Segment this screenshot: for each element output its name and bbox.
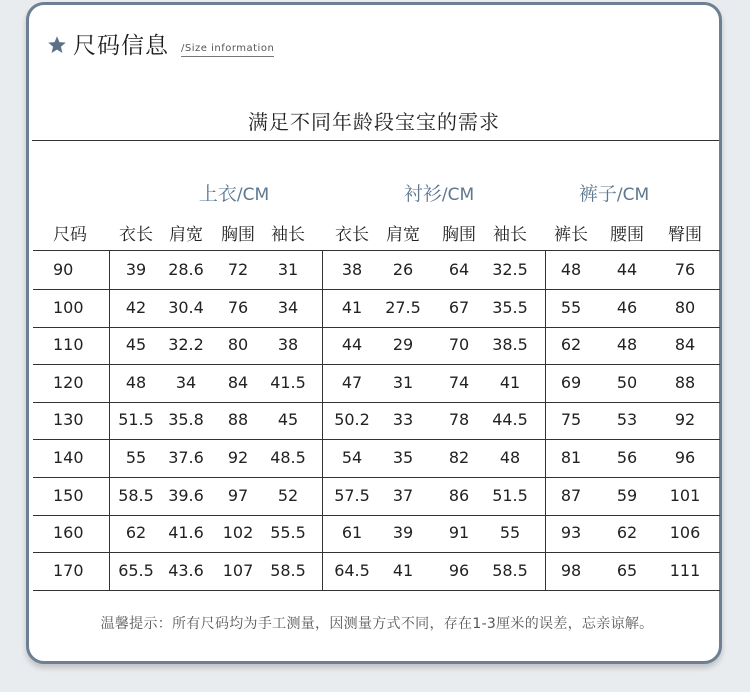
star-icon: [47, 35, 67, 55]
measurement-note: 温馨提示：所有尺码均为手工测量，因测量方式不同，存在1-3厘米的误差，忘亲谅解。: [100, 616, 654, 632]
column-header: 衣长: [335, 225, 369, 245]
column-header: 衣长: [119, 225, 153, 245]
size-cell: 160: [53, 523, 84, 543]
measurement-cell: 58.5: [118, 485, 154, 505]
column-divider: [545, 251, 546, 590]
measurement-cell: 37.6: [168, 448, 204, 467]
measurement-cell: 41.5: [270, 372, 306, 392]
column-divider: [109, 251, 110, 590]
column-header: 裤长: [554, 225, 588, 245]
size-table: [33, 250, 720, 590]
measurement-cell: 88: [674, 372, 696, 392]
size-cell: 150: [53, 485, 84, 505]
measurement-cell: 96: [448, 560, 470, 580]
measurement-cell: 39: [392, 523, 414, 543]
group-unit: /CM: [236, 185, 270, 205]
size-cell: 170: [53, 560, 84, 580]
measurement-cell: 111: [669, 560, 701, 580]
size-cell: 100: [53, 297, 84, 317]
measurement-cell: 58.5: [270, 560, 306, 580]
measurement-cell: 43.6: [168, 560, 204, 580]
measurement-cell: 98: [560, 560, 582, 580]
group-unit: /CM: [616, 185, 650, 205]
measurement-cell: 31: [392, 372, 414, 392]
measurement-cell: 88: [227, 410, 249, 430]
column-header: 胸围: [221, 225, 255, 245]
measurement-cell: 44: [341, 335, 363, 355]
column-divider: [322, 251, 323, 590]
measurement-cell: 38: [341, 260, 363, 279]
measurement-cell: 78: [448, 410, 470, 430]
measurement-cell: 93: [560, 523, 582, 543]
measurement-cell: 67: [448, 297, 470, 317]
measurement-cell: 81: [560, 448, 582, 467]
measurement-cell: 59: [616, 485, 638, 505]
table-row: [33, 251, 720, 290]
measurement-cell: 54: [341, 448, 363, 467]
measurement-cell: 76: [227, 297, 249, 317]
measurement-cell: 45: [125, 335, 147, 355]
measurement-cell: 92: [674, 410, 696, 430]
measurement-cell: 64: [448, 260, 470, 279]
group-label: 衬衫: [403, 183, 442, 205]
page-subtitle: /Size information: [181, 43, 274, 57]
table-row: [33, 326, 720, 365]
measurement-cell: 48.5: [270, 448, 306, 467]
group-pants: [554, 179, 674, 206]
column-header: 袖长: [271, 225, 305, 245]
measurement-cell: 41: [392, 560, 414, 580]
measurement-cell: 48: [616, 335, 638, 355]
measurement-cell: 62: [560, 335, 582, 355]
measurement-cell: 84: [674, 335, 696, 355]
group-label: 裤子: [578, 183, 617, 205]
measurement-cell: 97: [227, 485, 249, 505]
measurement-cell: 33: [392, 410, 414, 430]
measurement-cell: 80: [674, 297, 696, 317]
column-header: 肩宽: [169, 225, 203, 245]
column-header: 袖长: [493, 225, 527, 245]
measurement-cell: 42: [125, 297, 147, 317]
measurement-cell: 30.4: [168, 297, 204, 317]
measurement-cell: 28.6: [168, 260, 204, 279]
measurement-cell: 74: [448, 372, 470, 392]
measurement-cell: 64.5: [334, 560, 370, 580]
measurement-cell: 101: [669, 485, 701, 505]
measurement-cell: 37: [392, 485, 414, 505]
measurement-cell: 62: [125, 523, 147, 543]
measurement-cell: 55: [499, 523, 521, 543]
measurement-cell: 55: [125, 448, 147, 467]
measurement-cell: 56: [616, 448, 638, 467]
measurement-cell: 51.5: [492, 485, 528, 505]
measurement-cell: 41.6: [168, 523, 204, 543]
measurement-cell: 84: [227, 372, 249, 392]
measurement-cell: 41: [341, 297, 363, 317]
measurement-cell: 55: [560, 297, 582, 317]
measurement-cell: 65: [616, 560, 638, 580]
column-header: 肩宽: [386, 225, 420, 245]
size-cell: 140: [53, 448, 84, 467]
column-header: 胸围: [442, 225, 476, 245]
table-row: [33, 401, 720, 440]
measurement-cell: 41: [499, 372, 521, 392]
measurement-cell: 38.5: [492, 335, 528, 355]
divider: [32, 140, 719, 141]
measurement-cell: 34: [175, 372, 197, 392]
column-header: 腰围: [610, 225, 644, 245]
measurement-cell: 82: [448, 448, 470, 467]
column-header: 尺码: [53, 225, 87, 245]
measurement-cell: 55.5: [270, 523, 306, 543]
size-cell: 110: [53, 335, 84, 355]
measurement-cell: 44.5: [492, 410, 528, 430]
measurement-cell: 87: [560, 485, 582, 505]
measurement-cell: 51.5: [118, 410, 154, 430]
size-cell: 120: [53, 372, 84, 392]
measurement-cell: 48: [125, 372, 147, 392]
size-info-card: [26, 2, 722, 664]
group-label: 上衣: [198, 183, 237, 205]
measurement-cell: 32.2: [168, 335, 204, 355]
table-row: [33, 364, 720, 403]
measurement-cell: 50: [616, 372, 638, 392]
measurement-cell: 96: [674, 448, 696, 467]
size-cell: 130: [53, 410, 84, 430]
measurement-cell: 102: [222, 523, 254, 543]
measurement-cell: 80: [227, 335, 249, 355]
measurement-cell: 29: [392, 335, 414, 355]
measurement-cell: 58.5: [492, 560, 528, 580]
measurement-cell: 70: [448, 335, 470, 355]
page-title: 尺码信息: [73, 33, 169, 59]
table-row: [33, 514, 720, 553]
measurement-cell: 32.5: [492, 260, 528, 279]
header: [47, 31, 274, 61]
measurement-cell: 46: [616, 297, 638, 317]
measurement-cell: 106: [669, 523, 701, 543]
group-shirts: [379, 179, 499, 206]
measurement-cell: 76: [674, 260, 696, 279]
measurement-cell: 45: [277, 410, 299, 430]
measurement-cell: 44: [616, 260, 638, 279]
measurement-cell: 47: [341, 372, 363, 392]
measurement-cell: 31: [277, 260, 299, 279]
measurement-cell: 69: [560, 372, 582, 392]
measurement-cell: 34: [277, 297, 299, 317]
measurement-cell: 65.5: [118, 560, 154, 580]
measurement-cell: 39: [125, 260, 147, 279]
table-row: [33, 439, 720, 478]
measurement-cell: 38: [277, 335, 299, 355]
measurement-cell: 48: [499, 448, 521, 467]
measurement-cell: 75: [560, 410, 582, 430]
measurement-cell: 53: [616, 410, 638, 430]
measurement-cell: 62: [616, 523, 638, 543]
measurement-cell: 27.5: [385, 297, 421, 317]
measurement-cell: 52: [277, 485, 299, 505]
measurement-cell: 39.6: [168, 485, 204, 505]
table-row: [33, 477, 720, 516]
table-row: [33, 552, 720, 591]
measurement-cell: 86: [448, 485, 470, 505]
column-header: 臀围: [668, 225, 702, 245]
group-tops: [174, 179, 294, 206]
measurement-cell: 57.5: [334, 485, 370, 505]
measurement-cell: 91: [448, 523, 470, 543]
measurement-cell: 92: [227, 448, 249, 467]
group-unit: /CM: [441, 185, 475, 205]
measurement-cell: 50.2: [334, 410, 370, 430]
measurement-cell: 35: [392, 448, 414, 467]
measurement-cell: 48: [560, 260, 582, 279]
size-cell: 90: [53, 260, 74, 279]
measurement-cell: 72: [227, 260, 249, 279]
measurement-cell: 61: [341, 523, 363, 543]
headline: 满足不同年龄段宝宝的需求: [248, 110, 500, 134]
measurement-cell: 26: [392, 260, 414, 279]
table-row: [33, 289, 720, 328]
measurement-cell: 35.8: [168, 410, 204, 430]
measurement-cell: 35.5: [492, 297, 528, 317]
measurement-cell: 107: [222, 560, 254, 580]
